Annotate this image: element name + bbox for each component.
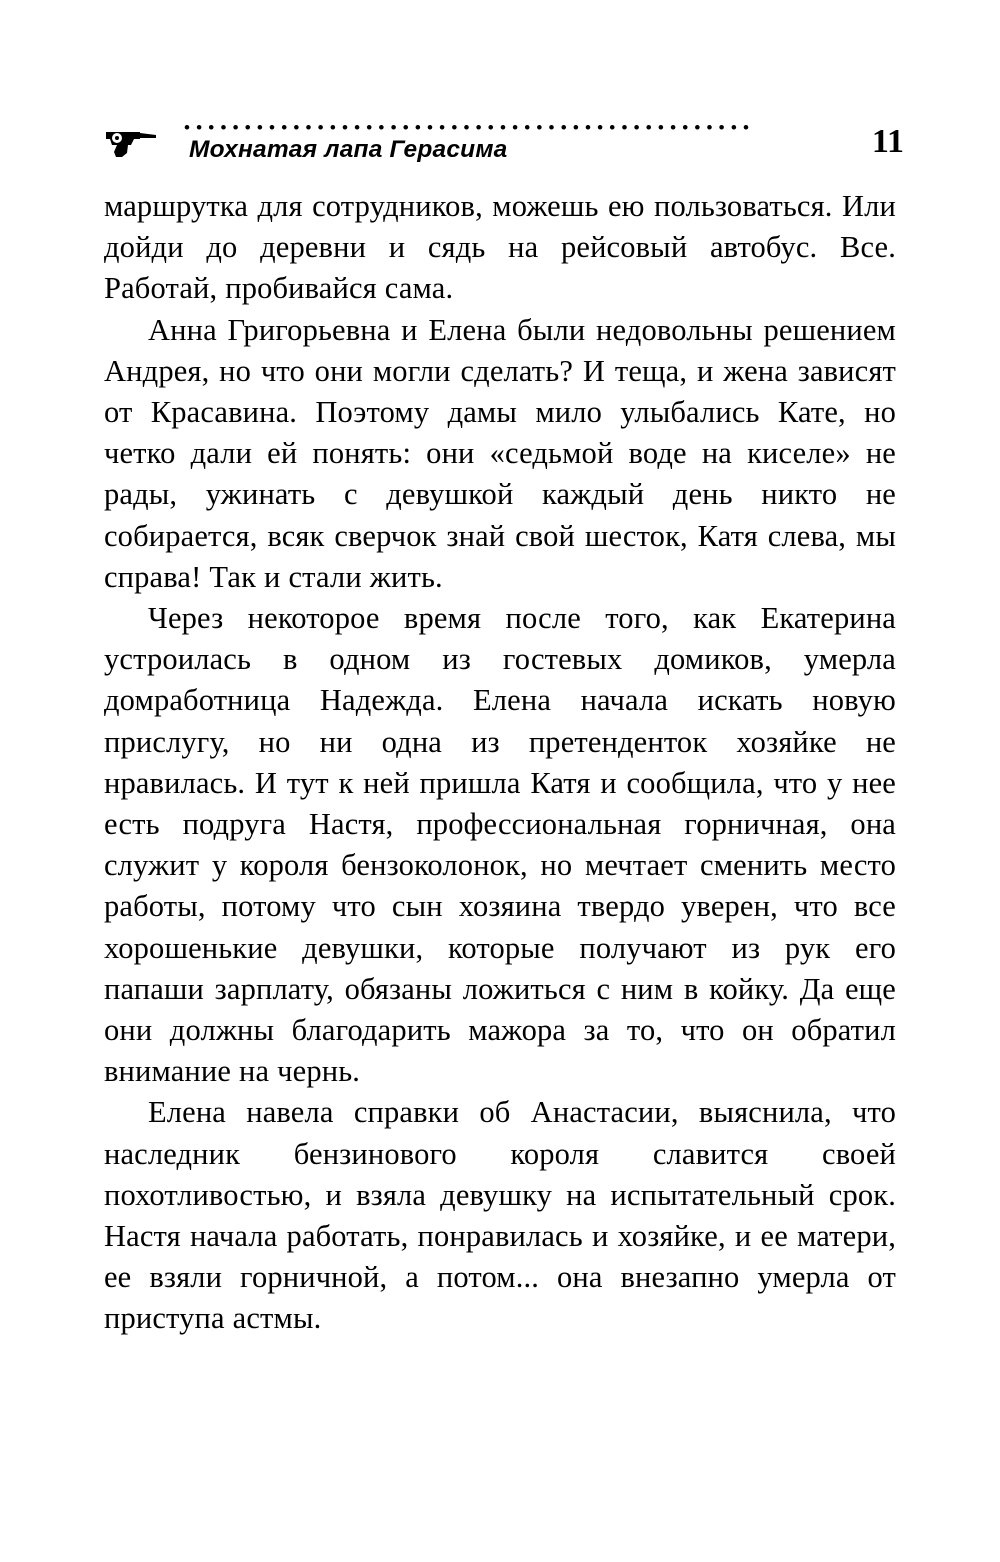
header-dot-leader: •••••••••••••••••••••••••••••••••••••••••••••••	[184, 120, 756, 136]
running-head	[104, 112, 904, 168]
page-number: 11	[871, 123, 904, 160]
paragraph: Анна Григорьевна и Елена были недовольны решением Андрея, но что они могли сделать? И теща, и жена зависят от Красавина. Поэтому дамы мило улыбались Кате, но четко дали ей понять: они «седьмой воде на киселе» не рады, ужинать с девушкой каждый день никто не собирается, всяк сверчок знай свой шесток, Катя слева, мы справа! Так и стали жить.	[104, 312, 896, 594]
paragraph: маршрутка для сотрудников, можешь ею пользоваться. Или дойди до деревни и сядь на рейсовый автобус. Все. Работай, пробивайся сама.	[104, 189, 896, 306]
revolver-icon	[104, 126, 160, 160]
running-head-title: Мохнатая лапа Герасима	[189, 136, 516, 164]
paragraph: Елена навела справки об Анастасии, выяснила, что наследник бензинового короля славится своей похотливостью, и взяла девушку на испытательный срок. Настя начала работать, понравилась и хозяйке, и ее матери, ее взяли горничной, а потом... она внезапно умерла от приступа астмы.	[104, 1095, 896, 1336]
page-body	[104, 186, 896, 1340]
paragraph: Через некоторое время после того, как Екатерина устроилась в одном из гостевых домиков, умерла домработница Надежда. Елена начала искать новую прислугу, но ни одна из претенденток хозяйке не нравилась. И тут к ней пришла Катя и сообщила, что у нее есть подруга Настя, профессиональная горничная, она служит у короля бензоколонок, но мечтает сменить место работы, потому что сын хозяина твердо уверен, что все хорошенькие девушки, которые получают из рук его папаши зарплату, обязаны ложиться с ним в койку. Да еще они должны благодарить мажора за то, что он обратил внимание на чернь.	[104, 601, 896, 1089]
